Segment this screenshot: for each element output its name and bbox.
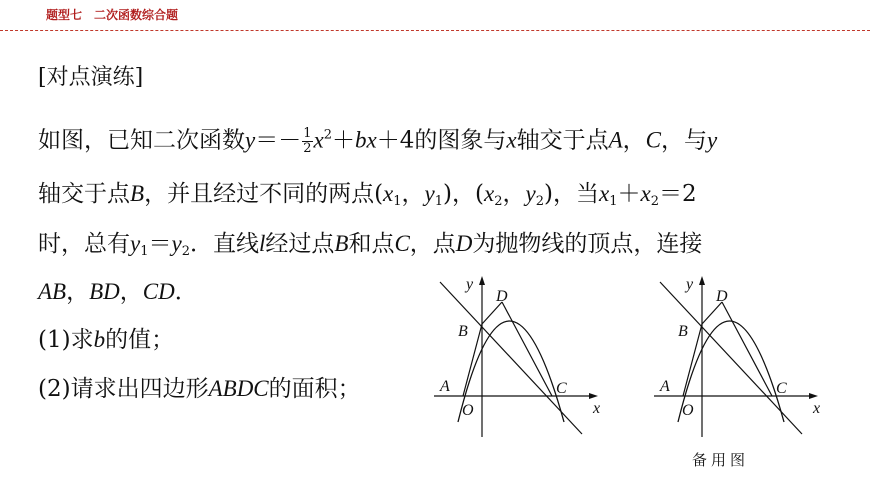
- problem-line-1: 如图，已知二次函数y＝－ $\frac{1}{2}$ $x^2+bx+4$的图象与x轴交于点A，C，与y: [38, 126, 718, 156]
- x-axis-label: x: [813, 400, 821, 417]
- figure-caption: 备用图: [692, 451, 750, 469]
- problem-line-2: 轴交于点B，并且经过不同的两点($x_1$，$y_1$)，($x_2$，$y_2$)，当$x_1+x_2=2$: [38, 181, 697, 209]
- question-1: (1)求b的值；: [38, 327, 175, 353]
- point-d-label: D: [716, 288, 728, 305]
- point-b-label: B: [458, 323, 468, 340]
- section-tag: [对点演练]: [38, 65, 144, 90]
- problem-line-3: 时，总有$y_1=y_2$．直线l经过点B和点C，点D为抛物线的顶点，连接: [38, 231, 703, 259]
- point-d-label: D: [496, 288, 508, 305]
- header-divider: [0, 30, 870, 31]
- point-a-label: A: [440, 378, 450, 395]
- point-c-label: C: [556, 380, 567, 397]
- origin-label: O: [462, 402, 474, 419]
- problem-line-4: AB，BD，CD．: [38, 279, 198, 305]
- origin-label: O: [682, 402, 694, 419]
- y-axis-label: y: [686, 276, 694, 293]
- header-title: 题型七 二次函数综合题: [46, 8, 179, 22]
- fraction: $\frac{1}{2}$: [303, 126, 312, 156]
- question-2: (2)请求出四边形ABDC的面积；: [38, 376, 361, 402]
- x-axis-label: x: [593, 400, 601, 417]
- parabola-figure-2: [640, 272, 830, 442]
- y-axis-label: y: [466, 276, 474, 293]
- parabola-figure-1: [420, 272, 610, 442]
- point-c-label: C: [776, 380, 787, 397]
- point-b-label: B: [678, 323, 688, 340]
- point-a-label: A: [660, 378, 670, 395]
